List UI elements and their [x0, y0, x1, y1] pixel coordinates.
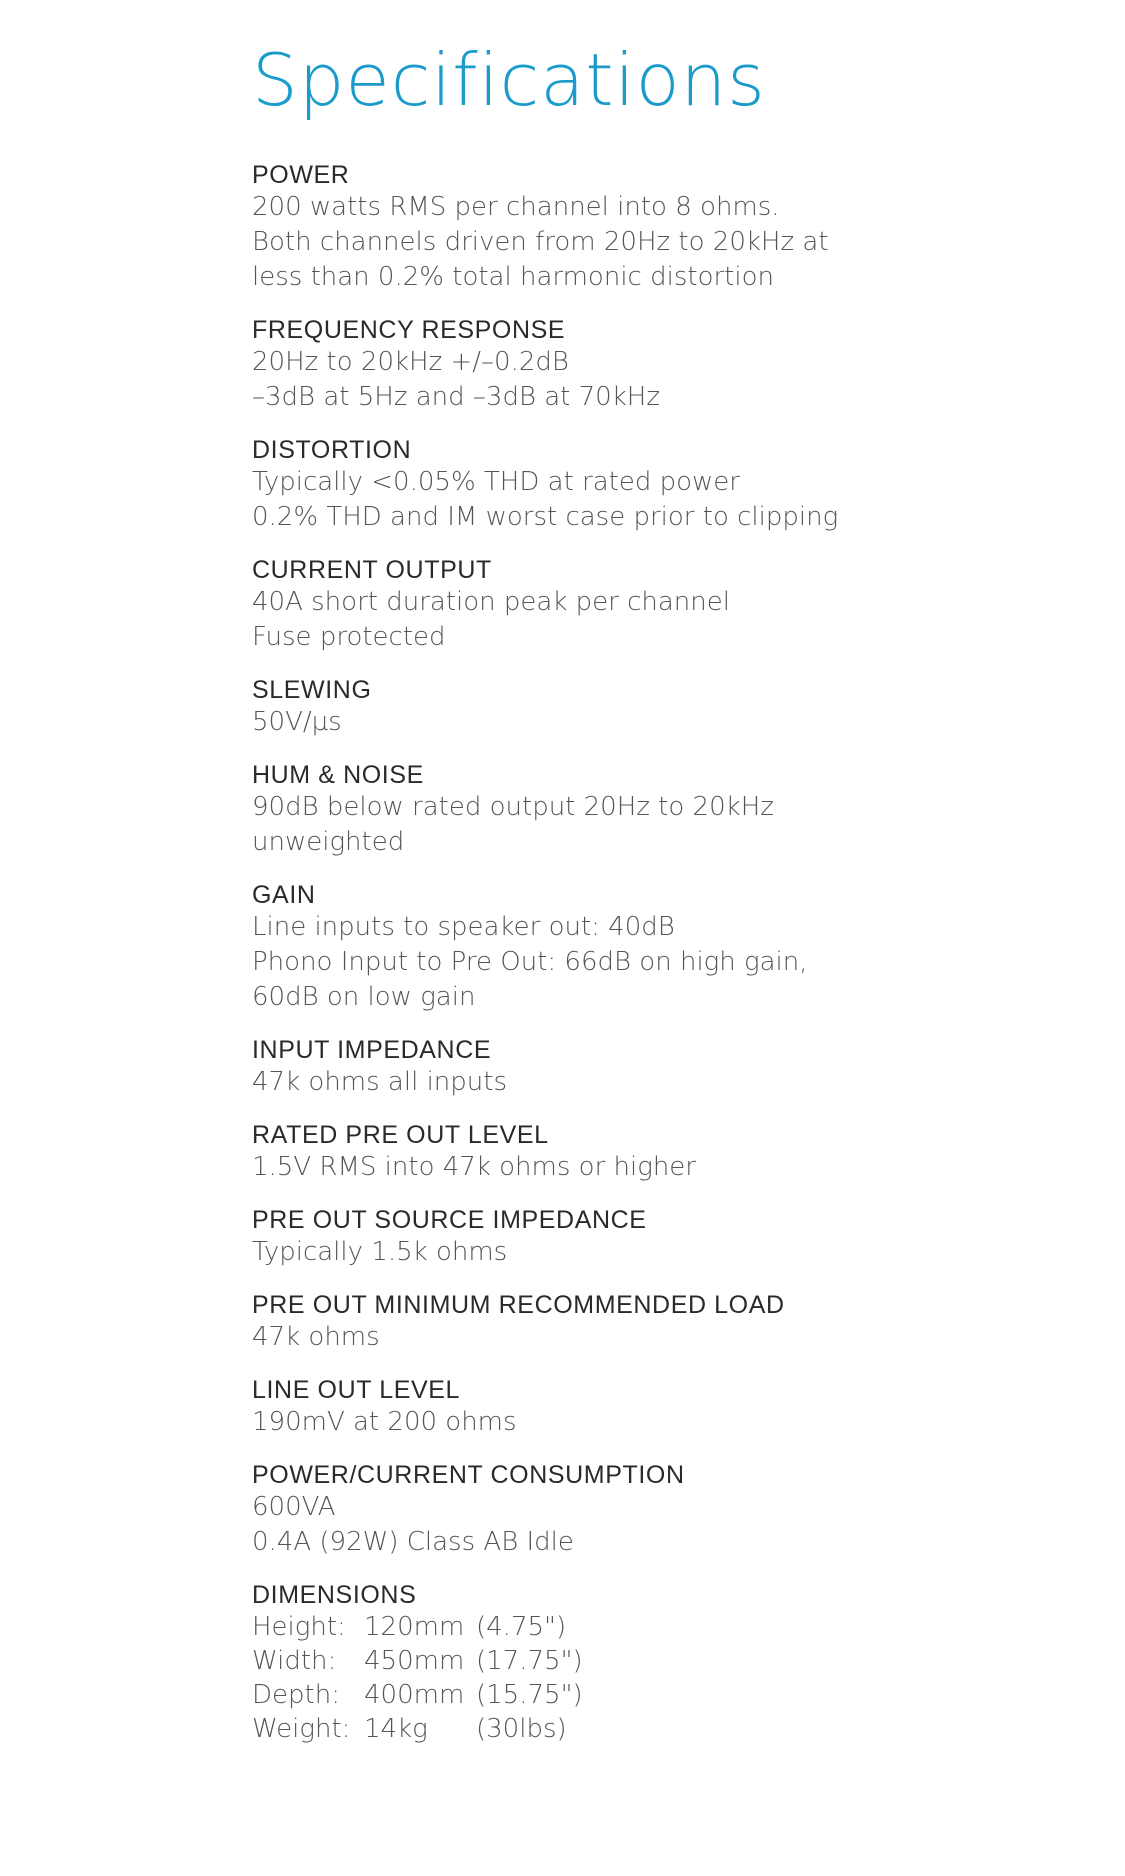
spec-label: PRE OUT MINIMUM RECOMMENDED LOAD [252, 1291, 785, 1319]
dimension-row-depth [252, 1678, 1092, 1712]
spec-value-line: 190mV at 200 ohms [252, 1407, 517, 1437]
dimension-key: Height: [252, 1612, 346, 1642]
dimension-key: Weight: [252, 1714, 351, 1744]
spec-item [252, 1460, 1092, 1560]
spec-item [252, 760, 1092, 860]
spec-label: DIMENSIONS [252, 1581, 417, 1609]
spec-value-line: 50V/µs [252, 707, 342, 737]
spec-label: SLEWING [252, 676, 372, 704]
spec-label: LINE OUT LEVEL [252, 1376, 461, 1404]
dimension-metric: 14kg [364, 1714, 428, 1744]
spec-value-line: 20Hz to 20kHz +/–0.2dB [252, 347, 569, 377]
spec-item [252, 1205, 1092, 1270]
dimension-metric: 120mm [364, 1612, 465, 1642]
spec-value-line: 60dB on low gain [252, 982, 476, 1012]
spec-value-line: 47k ohms all inputs [252, 1067, 507, 1097]
dimension-imperial: (15.75") [476, 1680, 583, 1710]
dimension-key: Width: [252, 1646, 337, 1676]
spec-label: CURRENT OUTPUT [252, 556, 492, 584]
dimension-key: Depth: [252, 1680, 340, 1710]
spec-label: POWER/CURRENT CONSUMPTION [252, 1461, 685, 1489]
dimension-metric: 400mm [364, 1680, 465, 1710]
dimension-row-height [252, 1610, 1092, 1644]
spec-value-line: 47k ohms [252, 1322, 380, 1352]
spec-label: INPUT IMPEDANCE [252, 1036, 492, 1064]
spec-value-line: 40A short duration peak per channel [252, 587, 730, 617]
spec-label: PRE OUT SOURCE IMPEDANCE [252, 1206, 647, 1234]
spec-item [252, 1375, 1092, 1440]
spec-item [252, 675, 1092, 740]
spec-list [252, 160, 1092, 1560]
spec-label: POWER [252, 161, 350, 189]
dimension-imperial: (4.75") [476, 1612, 567, 1642]
dimensions-table [252, 1610, 1092, 1746]
spec-label: GAIN [252, 881, 316, 909]
spec-value-line: Line inputs to speaker out: 40dB [252, 912, 675, 942]
spec-dimensions [252, 1580, 1092, 1746]
spec-label: RATED PRE OUT LEVEL [252, 1121, 549, 1149]
spec-label: HUM & NOISE [252, 761, 424, 789]
spec-value-line: 200 watts RMS per channel into 8 ohms. [252, 192, 780, 222]
spec-value-line: unweighted [252, 827, 405, 857]
spec-item [252, 1120, 1092, 1185]
spec-item [252, 160, 1092, 295]
spec-sheet [252, 0, 1092, 1766]
spec-value-line: –3dB at 5Hz and –3dB at 70kHz [252, 382, 660, 412]
spec-label: DISTORTION [252, 436, 412, 464]
spec-item [252, 1290, 1092, 1355]
spec-item [252, 435, 1092, 535]
spec-value-line: 0.4A (92W) Class AB Idle [252, 1527, 574, 1557]
spec-value-line: Phono Input to Pre Out: 66dB on high gain, [252, 947, 808, 977]
spec-value-line: Fuse protected [252, 622, 446, 652]
spec-value-line: Both channels driven from 20Hz to 20kHz at [252, 227, 829, 257]
spec-value-line: 600VA [252, 1492, 336, 1522]
spec-value-line: 90dB below rated output 20Hz to 20kHz [252, 792, 774, 822]
spec-item [252, 555, 1092, 655]
spec-item [252, 1035, 1092, 1100]
spec-value-line: 1.5V RMS into 47k ohms or higher [252, 1152, 696, 1182]
dimension-imperial: (30lbs) [476, 1714, 567, 1744]
spec-value-line: 0.2% THD and IM worst case prior to clipping [252, 502, 839, 532]
dimension-metric: 450mm [364, 1646, 465, 1676]
spec-item [252, 315, 1092, 415]
spec-value-line: Typically 1.5k ohms [252, 1237, 508, 1267]
dimension-row-weight [252, 1712, 1092, 1746]
spec-label: FREQUENCY RESPONSE [252, 316, 566, 344]
spec-value-line: Typically <0.05% THD at rated power [252, 467, 740, 497]
spec-item [252, 880, 1092, 1015]
dimension-row-width [252, 1644, 1092, 1678]
spec-value-line: less than 0.2% total harmonic distortion [252, 262, 774, 292]
dimension-imperial: (17.75") [476, 1646, 583, 1676]
page-title: Specifications [252, 38, 766, 122]
